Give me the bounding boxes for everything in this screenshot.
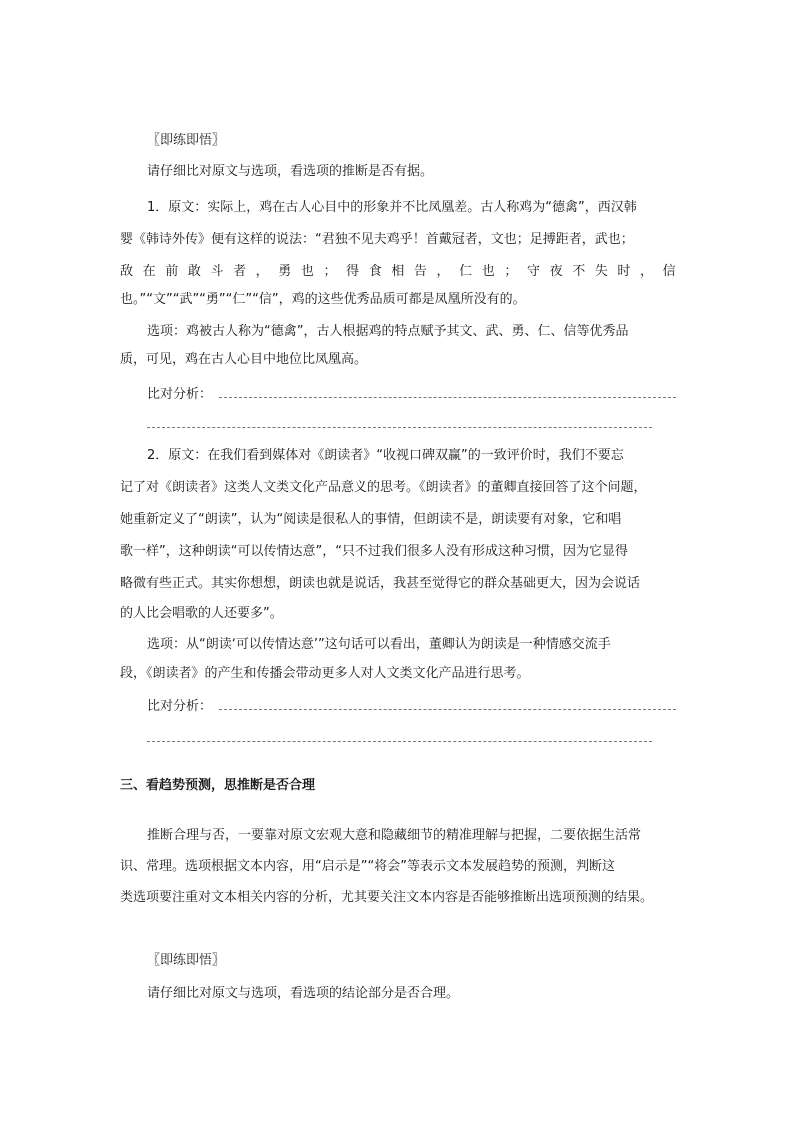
section3-body-line-2: 识、常理。选项根据文本内容，用“启示是”“将会”等表示文本发展趋势的预测，判断这 bbox=[120, 859, 615, 874]
justified-char: 前 bbox=[165, 264, 179, 279]
justified-char: 相 bbox=[391, 264, 405, 279]
justified-char: ； bbox=[323, 264, 337, 279]
justified-char: 者 bbox=[233, 264, 247, 279]
justified-char: 也 bbox=[481, 264, 495, 279]
justified-char: 时 bbox=[617, 264, 631, 279]
practice-label: 〖即练即悟〗 bbox=[147, 133, 226, 148]
justified-char: 食 bbox=[368, 264, 382, 279]
q1-original-line-3-justified bbox=[120, 262, 676, 282]
justified-char: 斗 bbox=[210, 264, 224, 279]
justified-char: 也 bbox=[300, 264, 314, 279]
justified-char: ， bbox=[255, 264, 269, 279]
justified-char: 失 bbox=[594, 264, 608, 279]
q1-option-line-2: 质，可见，鸡在古人心目中地位比凤凰高。 bbox=[120, 352, 368, 367]
practice-instruction: 请仔细比对原文与选项，看选项的推断是否有据。 bbox=[147, 164, 434, 179]
q1-answer-line bbox=[219, 397, 676, 398]
justified-char: ， bbox=[436, 264, 450, 279]
q1-analysis-label: 比对分析： bbox=[147, 387, 213, 402]
q1-option-line-1: 选项：鸡被古人称为“德禽”，古人根据鸡的特点赋予其文、武、勇、仁、信等优秀品 bbox=[147, 324, 629, 339]
justified-char: 守 bbox=[526, 264, 540, 279]
q2-original-line-6: 的人比会唱歌的人还要多”。 bbox=[120, 606, 283, 621]
justified-char: 夜 bbox=[549, 264, 563, 279]
justified-char: 敢 bbox=[187, 264, 201, 279]
q1-analysis-field[interactable] bbox=[147, 385, 676, 405]
justified-char: 仁 bbox=[459, 264, 473, 279]
justified-char: 在 bbox=[142, 264, 156, 279]
section-heading: 三、看趋势预测，思推断是否合理 bbox=[120, 778, 316, 793]
q2-original-line-1: 2．原文：在我们看到媒体对《朗读者》“收视口碑双赢”的一致评价时，我们不要忘 bbox=[147, 448, 624, 463]
practice-instruction-2: 请仔细比对原文与选项，看选项的结论部分是否合理。 bbox=[147, 986, 460, 1001]
section3-body-line-1: 推断合理与否，一要靠对原文宏观大意和隐藏细节的精准理解与把握，二要依据生活常 bbox=[147, 828, 642, 843]
q1-answer-line-2[interactable] bbox=[147, 427, 652, 428]
q2-original-line-3: 她重新定义了“朗读”，认为“阅读是很私人的事情，但朗读不是，朗读要有对象，它和唱 bbox=[120, 512, 622, 527]
justified-char: ， bbox=[640, 264, 654, 279]
q2-answer-line-2[interactable] bbox=[147, 741, 652, 742]
q1-original-line-2: 婴《韩诗外传》便有这样的说法：“君独不见夫鸡乎！首戴冠者，文也；足搏距者，武也； bbox=[120, 232, 634, 247]
justified-char: 得 bbox=[346, 264, 360, 279]
justified-char: 不 bbox=[572, 264, 586, 279]
justified-char: 敌 bbox=[120, 264, 134, 279]
justified-char: 勇 bbox=[278, 264, 292, 279]
section3-body-line-3: 类选项要注重对文本相关内容的分析，尤其要关注文本内容是否能够推断出选项预测的结果。 bbox=[120, 890, 654, 905]
justified-char: 信 bbox=[662, 264, 676, 279]
q2-original-line-4: 歌一样”，这种朗读“可以传情达意”，“只不过我们很多人没有形成这种习惯，因为它显得 bbox=[120, 544, 628, 559]
justified-char: ； bbox=[504, 264, 518, 279]
q1-original-line-1: 1．原文：实际上，鸡在古人心目中的形象并不比凤凰差。古人称鸡为“德禽”，西汉韩 bbox=[147, 200, 637, 215]
justified-char: 告 bbox=[413, 264, 427, 279]
q2-original-line-2: 记了对《朗读者》这类人文类文化产品意义的思考。《朗读者》的董卿直接回答了这个问题， bbox=[120, 480, 647, 495]
q2-option-line-1: 选项：从“朗读‘可以传情达意’”这句话可以看出，董卿认为朗读是一种情感交流手 bbox=[147, 637, 611, 652]
q2-analysis-field[interactable] bbox=[147, 697, 676, 717]
q2-original-line-5: 略微有些正式。其实你想想，朗读也就是说话，我甚至觉得它的群众基础更大，因为会说话 bbox=[120, 576, 641, 591]
practice-label-2: 〖即练即悟〗 bbox=[147, 953, 226, 968]
q2-option-line-2: 段，《朗读者》的产生和传播会带动更多人对人文类文化产品进行思考。 bbox=[120, 666, 530, 681]
q2-analysis-label: 比对分析： bbox=[147, 699, 213, 714]
q1-original-line-4: 也。”“文”“武”“勇”“仁”“信”，鸡的这些优秀品质可都是凤凰所没有的。 bbox=[120, 292, 526, 307]
q2-answer-line bbox=[219, 709, 676, 710]
